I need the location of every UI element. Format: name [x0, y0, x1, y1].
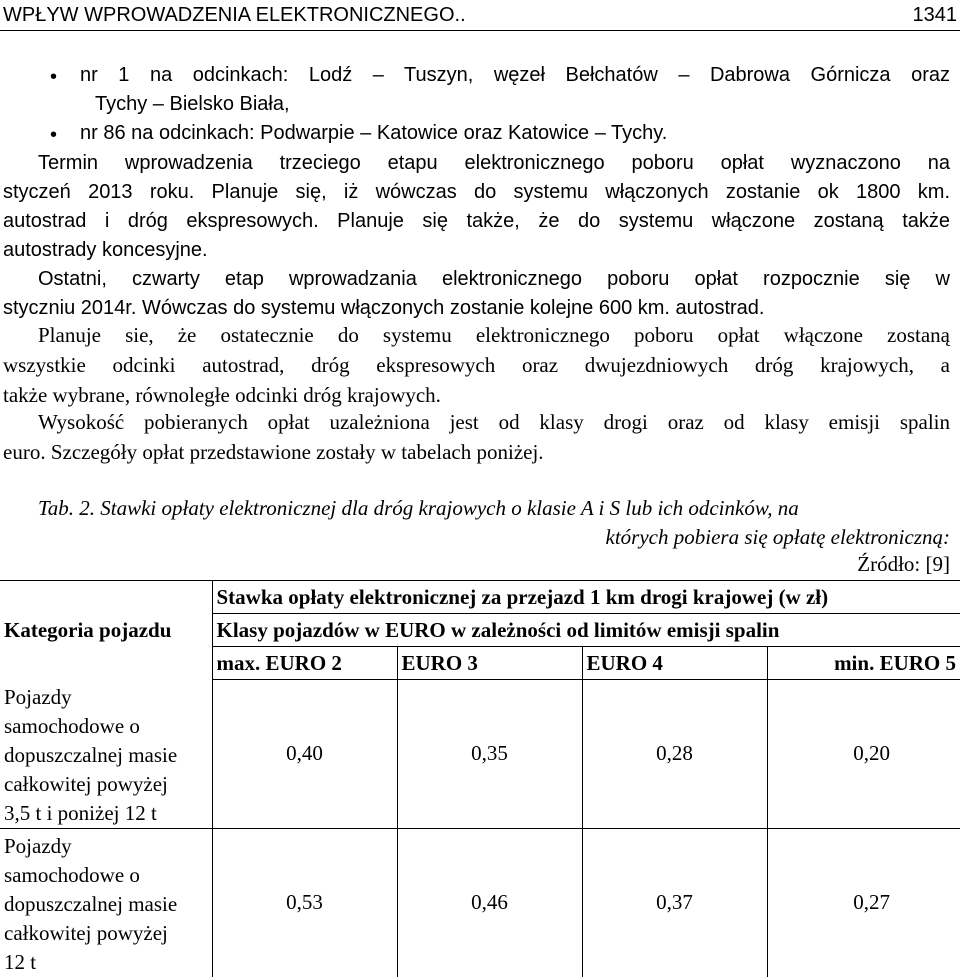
paragraph-line: autostrady koncesyjne. — [3, 239, 208, 261]
category-line: 3,5 t i poniżej 12 t — [4, 800, 157, 825]
table-caption: których pobiera się opłatę elektroniczną: — [605, 525, 950, 549]
euro-class-header: min. EURO 5 — [767, 647, 960, 680]
category-line: dopuszczalnej masie — [4, 742, 178, 767]
header-category: Kategoria pojazdu — [0, 581, 212, 680]
running-header-title: WPŁYW WPROWADZENIA ELEKTRONICZNEGO.. — [3, 4, 466, 26]
paragraph-line: Wysokość pobieranych opłat uzależniona jest od klasy drogi oraz od klasy emisji spalin — [38, 410, 950, 434]
table-header-row — [0, 581, 960, 614]
category-line: Pojazdy — [4, 684, 72, 709]
table-source: Źródło: [9] — [857, 552, 950, 576]
header-rate: Stawka opłaty elektronicznej za przejazd 1 km drogi krajowej (w zł) — [212, 581, 960, 614]
rate-value: 0,37 — [582, 828, 767, 977]
paragraph-line: wszystkie odcinki autostrad, dróg ekspresowych oraz dwujezdniowych dróg krajowych, a — [3, 353, 950, 377]
paragraph-line: autostrad i dróg ekspresowych. Planuje się także, że do systemu włączone zostaną także — [3, 210, 950, 232]
category-line: całkowitej powyżej — [4, 771, 168, 796]
paragraph-line: styczeń 2013 roku. Planuje się, iż wówczas do systemu włączonych zostanie ok 1800 km. — [3, 181, 950, 203]
euro-class-header: EURO 4 — [582, 647, 767, 680]
table-row — [0, 680, 960, 829]
table-caption: Tab. 2. Stawki opłaty elektronicznej dla dróg krajowych o klasie A i S lub ich odcinków, na — [38, 496, 799, 520]
bullet-item-line: Tychy – Bielsko Biała, — [95, 93, 290, 115]
vehicle-category — [0, 680, 212, 829]
category-line: całkowitej powyżej — [4, 920, 168, 945]
table-row — [0, 828, 960, 977]
paragraph-line: Ostatni, czwarty etap wprowadzania elektronicznego poboru opłat rozpocznie się w — [38, 268, 950, 290]
bullet-item-line: nr 1 na odcinkach: Lodź – Tuszyn, węzeł Bełchatów – Dabrowa Górnicza oraz — [80, 64, 950, 86]
running-header — [0, 0, 960, 31]
rate-value: 0,35 — [397, 680, 582, 829]
category-line: Pojazdy — [4, 833, 72, 858]
bullet-item-line: nr 86 na odcinkach: Podwarpie – Katowice oraz Katowice – Tychy. — [80, 122, 668, 144]
header-euro-classes: Klasy pojazdów w EURO w zależności od limitów emisji spalin — [212, 614, 960, 647]
category-line: dopuszczalnej masie — [4, 891, 178, 916]
rate-value: 0,53 — [212, 828, 397, 977]
euro-class-header: max. EURO 2 — [212, 647, 397, 680]
bullet-marker: • — [50, 124, 58, 146]
rates-table — [0, 580, 960, 977]
paragraph-line: styczniu 2014r. Wówczas do systemu włączonych zostanie kolejne 600 km. autostrad. — [3, 297, 765, 319]
rate-value: 0,46 — [397, 828, 582, 977]
rate-value: 0,27 — [853, 890, 890, 914]
vehicle-category — [0, 828, 212, 977]
bullet-marker: • — [50, 66, 58, 88]
rate-value: 0,40 — [212, 680, 397, 829]
rate-value: 0,28 — [582, 680, 767, 829]
rate-value: 0,20 — [767, 680, 960, 829]
page-number: 1341 — [912, 4, 957, 26]
paragraph-line: Planuje sie, że ostatecznie do systemu elektronicznego poboru opłat włączone zostaną — [38, 323, 950, 347]
paragraph-line: także wybrane, równoległe odcinki dróg krajowych. — [3, 383, 441, 407]
euro-class-header: EURO 3 — [397, 647, 582, 680]
category-line: 12 t — [4, 949, 37, 974]
category-line: samochodowe o — [4, 713, 140, 738]
paragraph-line: Termin wprowadzenia trzeciego etapu elektronicznego poboru opłat wyznaczono na — [38, 152, 950, 174]
paragraph-line: euro. Szczegóły opłat przedstawione zostały w tabelach poniżej. — [3, 440, 544, 464]
category-line: samochodowe o — [4, 862, 140, 887]
